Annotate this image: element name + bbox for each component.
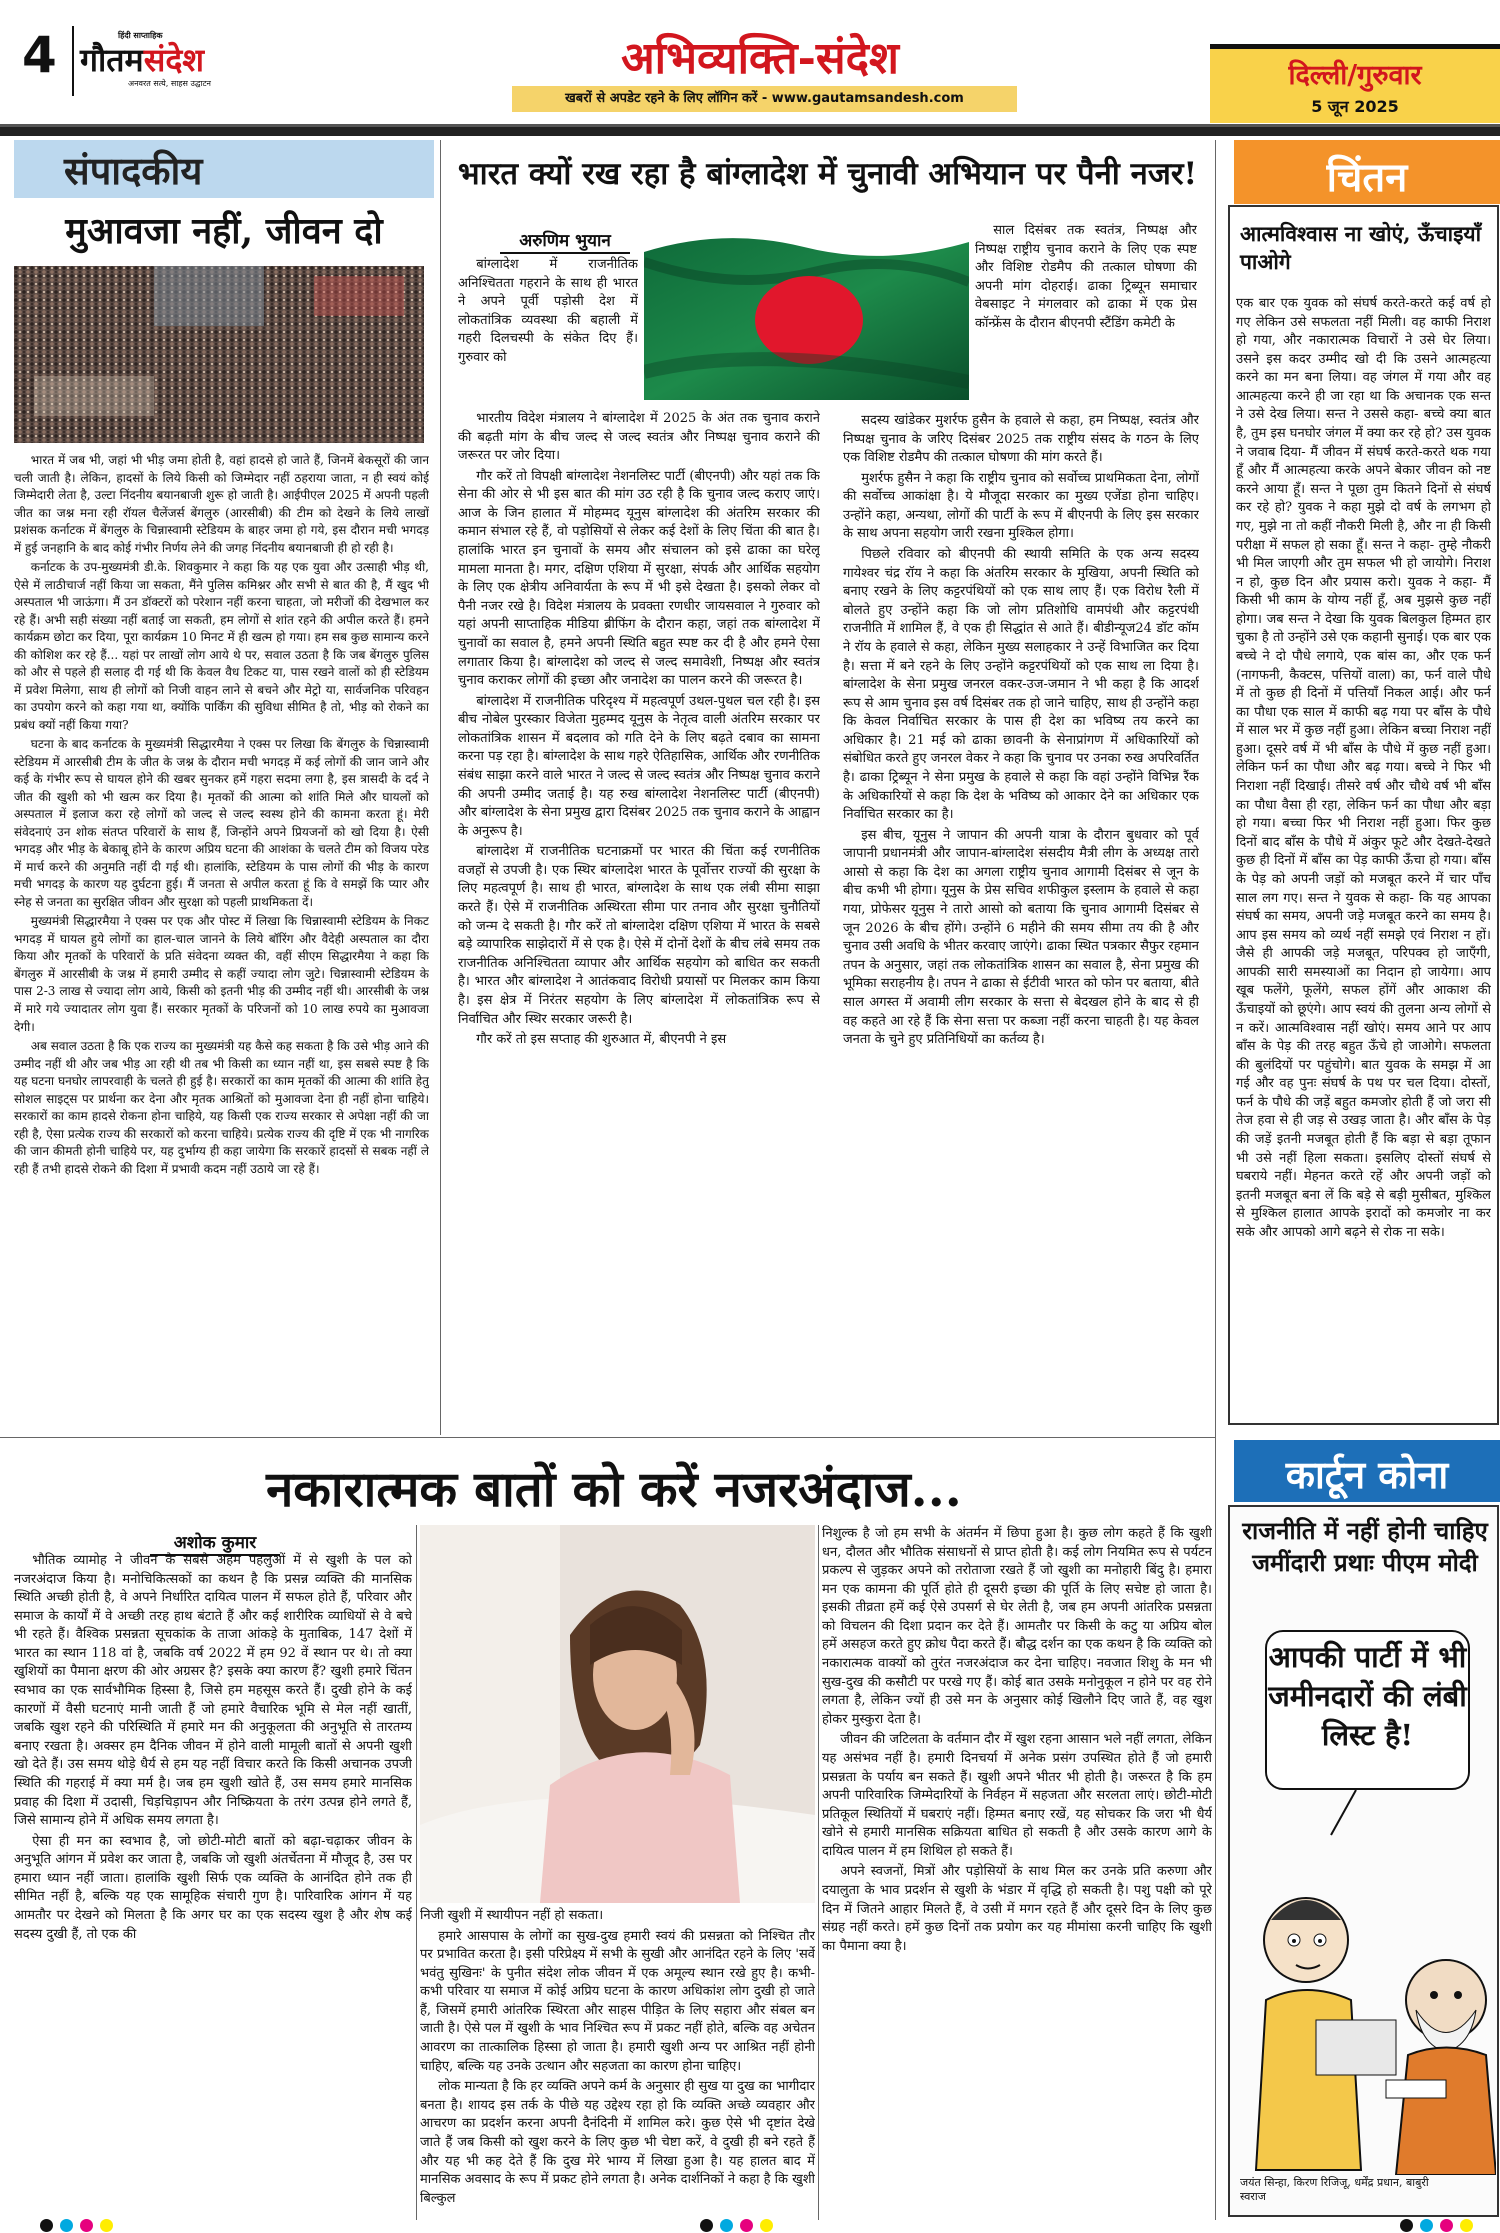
- masthead-divider: [72, 26, 74, 96]
- chintan-label: चिंतन: [1326, 154, 1408, 201]
- center-paragraph: सदस्य खांडेकर मुशर्रफ हुसैन के हवाले से कहा, हम निष्पक्ष, स्वतंत्र और निष्पक्ष चुनाव के जरिए दिसंबर 2025 तक राष्ट्रीय संसद के गठन के लिए एक विशिष्ट रोडमैप की तत्काल घोषणा की मांग करते हैं।: [843, 413, 1199, 466]
- bottom-paragraph: भौतिक व्यामोह ने जीवन के सबसे अहम पहलुओं में से खुशी के पल को नजरअंदाज किया है। मनोचिकित्सकों का कथन है कि प्रसन्न व्यक्ति की मानसिक स्थिति अच्छी होती है, वे अपने निर्धारित दायित्व पालन में सफल होते हैं, परिवार और समाज के कार्यों में वे अच्छी तरह हाथ बंटाते हैं और कई शारीरिक व्याधियों से वे बचे भी रहते हैं। वैश्विक प्रसन्नता सूचकांक के ताजा आंकड़े के मुताबिक, 147 देशों में भारत का स्थान 118 वां है, जबकि वर्ष 2022 में हम 92 वें स्थान पर थे। तो क्या खुशियों का पैमाना क्षरण की ओर अग्रसर है? इसके क्या कारण हैं? खुशी हमारे चिंतन स्वभाव का एक सार्वभौमिक हिस्सा है, जिसे हम महसूस करते हैं। दुखी होने के कई कारणों में वैसी घटनाएं मानी जाती हैं जो हमारे वैचारिक भूमि से मेल नहीं खातीं, जबकि खुश रहने की परिस्थिति में हमारे मन की अनुकूलता की अनुभूति से तारतम्य बनाए रखता है। अक्सर हम दैनिक जीवन में होने वाली मामूली बातों से अपनी खुशी खो देते हैं। उस समय थोड़े धैर्य से हम यह नहीं विचार करते कि किसी अचानक उपजी स्थिति की गहराई में क्या मर्म है। जब हम खुशी खोते हैं, उस समय हमारे मानसिक प्रवाह की दिशा में उदासी, चिड़चिड़ापन और निष्क्रियता के तरंग उत्पन्न होने लगते हैं, जिसे सामान्य होने में अधिक समय लगता है।: [14, 1553, 412, 1829]
- cartoon-label-box: [1234, 1440, 1500, 1502]
- registration-mark: [60, 2219, 73, 2232]
- chintan-paragraph: एक बार एक युवक को संघर्ष करते-करते कई वर्ष हो गए लेकिन उसे सफलता नहीं मिली। वह काफी निराश हो गया, और नकारात्मक विचारों ने उसे घेर लिया। उसने इस कदर उम्मीद खो दी कि उसने आत्महत्या करने का मन बना लिया। वह जंगल में गया और वह आत्महत्या करने ही जा रहा था कि अचानक एक सन्त ने उसे देख लिया। सन्त ने उससे कहा- बच्चे क्या बात है, तुम इस घनघोर जंगल में क्या कर रहे हो? उस युवक ने जवाब दिया- मैं जीवन में संघर्ष करते-करते थक गया हूँ और मैं आत्महत्या करके अपने बेकार जीवन को नष्ट करने आया हूँ। सन्त ने पूछा तुम कितने दिनों से संघर्ष कर रहे हो? युवक ने कहा मुझे दो वर्ष के लगभग हो गए, मुझे ना तो कहीं नौकरी मिली है, और ना ही किसी परीक्षा में सफल हो सका हूँ। सन्त ने कहा- तुम्हे नौकरी भी मिल जाएगी और तुम सफल भी हो जायोगे। निराश न हो, कुछ दिन और प्रयास करो। युवक ने कहा- मैं किसी भी काम के योग्य नहीं हूँ, अब मुझसे कुछ नहीं होगा। जब सन्त ने देखा कि युवक बिलकुल हिम्मत हार चुका है तो उन्होंने उसे एक कहानी सुनाई। एक बार एक बच्चे ने दो पौधे लगाये, एक बांस का, और एक फर्न (नागफनी, कैक्टस, पत्तियों वाला) का, फर्न वाले पौधे में तो कुछ ही दिनों में पत्तियाँ निकल आई। और फर्न का पौधा एक साल में काफी बढ़ गया पर बाँस के पौधे में साल भर में कुछ नहीं हुआ। लेकिन बच्चा निराश नहीं हुआ। दूसरे वर्ष में भी बाँस के पौधे में कुछ नहीं हुआ। लेकिन फर्न का पौधा और बढ़ गया। बच्चे ने फिर भी निराशा नहीं दिखाई। तीसरे वर्ष और चौथे वर्ष भी बाँस का पौधा वैसा ही रहा, लेकिन फर्न का पौधा और बड़ा हो गया। बच्चा फिर भी निराश नहीं हुआ। फिर कुछ दिनों बाद बाँस के पौधे में अंकुर फूटे और देखते-देखते कुछ ही दिनों में बाँस का पेड़ काफी ऊँचा हो गया। बाँस के पेड़ को अपनी जड़ों को मजबूत करने में चार पाँच साल लग गए। सन्त ने युवक से कहा- कि यह आपका संघर्ष का समय, अपनी जड़े मजबूत करने का समय है। आप इस समय को व्यर्थ नहीं समझे एवं निराश न हों। जैसे ही आपकी जड़े मजबूत, परिपक्व हो जाएँगी, आपकी सारी समस्याओं का निदान हो जायेगा। आप खूब फलेंगे, फूलेंगे, सफल होंगें और आकाश की ऊँचाइयों को छूएंगे। आप स्वयं की तुलना अन्य लोगों से न करें। आत्मविश्वास नहीं खोएं। समय आने पर आप बाँस के पेड़ की तरह बहुत ऊँचे हो जाओगे। सफलता की बुलंदियों पर पहुंचोगे। बात युवक के समझ में आ गई और वह पुनः संघर्ष के पथ पर चल दिया। दोस्तों, फर्न के पौधे की जड़ें बहुत कमजोर होती हैं जो जरा सी तेज हवा से ही जड़ से उखड़ जाता है। और बाँस के पेड़ की जड़ें इतनी मजबूत होती हैं कि बड़ा से बड़ा तूफान भी उसे नहीं हिला सकता। इसलिए दोस्तों संघर्ष से घबराये नहीं। मेहनत करते रहें और अपनी जड़ों को इतनी मजबूत बना लें कि बड़े से बड़ी मुसीबत, मुश्किल से मुश्किल हालात आपके इरादों को कमजोर ना कर सके और आपको आगे बढ़ने से रोक ना सके।: [1236, 296, 1491, 1240]
- editorial-paragraph: भारत में जब भी, जहां भी भीड़ जमा होती है, वहां हादसे हो जाते हैं, जिनमें बेकसूरों की जान चली जाती है। लेकिन, हादसों के लिये किसी को जिम्मेदार नहीं ठहराया जाता, न ही स्वयं कोई जिम्मेदारी लेता है, उल्टा निंदनीय बयानबाजी शुरू हो जाती है। आईपीएल 2025 में अपनी पहली जीत का जश्न मना रही रॉयल चैलेंजर्स बेंगलुरु (आरसीबी) की टीम को देखने के लिये लाखों प्रशंसक कर्नाटक में बेंगलुरु के चिन्नास्वामी स्टेडियम के बाहर जमा हो गये, इस दौरान मची भगदड़ में हुई जनहानि के बाद कोई गंभीर निर्णय लेने की जगह निंदनीय बयानबाजी ही हो रही है।: [14, 453, 429, 555]
- cartoon-label: कार्टून कोना: [1285, 1452, 1449, 1497]
- section-title: अभिव्यक्ति-संदेश: [621, 33, 899, 84]
- bottom-col3: [822, 1525, 1212, 2220]
- center-col2-lead: साल दिसंबर तक स्वतंत्र, निष्पक्ष और निष्पक्ष राष्ट्रीय चुनाव कराने के लिए एक स्पष्ट और विशिष्ट रोडमैप की तत्काल घोषणा की अपनी मांग दोहराई। ढाका ट्रिब्यून समाचार वेबसाइट ने मंगलवार को ढाका में एक प्रेस कॉन्फ्रेंस के दौरान बीएनपी स्टैंडिंग कमेटी के: [975, 223, 1197, 331]
- issue-date: 5 जून 2025: [1311, 97, 1399, 116]
- registration-mark: [80, 2219, 93, 2232]
- center-paragraph: इस बीच, यूनुस ने जापान की अपनी यात्रा के दौरान बुधवार को पूर्व जापानी प्रधानमंत्री और जापान-बांग्लादेश संसदीय मैत्री लीग के अध्यक्ष तारो आसो से कहा कि देश का अगला राष्ट्रीय चुनाव आगामी दिसंबर से जून के बीच कभी भी होगा। यूनुस के प्रेस सचिव शफीकुल इस्लाम के हवाले से कहा गया, प्रोफेसर यूनुस ने तारो आसो को बताया कि चुनाव आगामी दिसंबर से जून 2026 के बीच होंगे। उन्होंने 6 महीने की समय सीमा तय की है और चुनाव उसी अवधि के भीतर करवाए जाएंगे। ढाका स्थित पत्रकार सैफुर रहमान तपन के अनुसार, जहां तक लोकतांत्रिक शासन का सवाल है, सेना प्रमुख की भूमिका सराहनीय है। तपन ने ढाका से ईटीवी भारत को फोन पर बताया, बीते साल अगस्त में अवामी लीग सरकार के सत्ता से बेदखल होने के बाद से ही वह कहते आ रहे हैं कि सेना सत्ता पर कब्जा नहीं करना चाहती है। यह केवल जनता के चुने हुए प्रतिनिधियों का कर्तव्य है।: [843, 827, 1199, 1048]
- logo-part2: संदेश: [143, 41, 205, 79]
- editorial-paragraph: घटना के बाद कर्नाटक के मुख्यमंत्री सिद्धारमैया ने एक्स पर लिखा कि बेंगलुरु के चिन्नास्वामी स्टेडियम में आरसीबी टीम के जीत के जश्न के दौरान मची भगदड़ में कई लोगों की जान जाने और कई के गंभीर रूप से घायल होने की खबर सुनकर हमें गहरा सदमा लगा है, इस त्रासदी के दर्द ने जीत की खुशी को भी खत्म कर दिया है। मृतकों की आत्मा को शांति मिले और घायलों को अस्पताल में इलाज करा रहे लोगों को जल्द से जल्द स्वस्थ होने की कामना करता हूं। मेरी संवेदनाएं उन शोक संतप्त परिवारों के साथ हैं, जिन्होंने अपने प्रियजनों को खो दिया है। ऐसी भगदड़ और भीड़ के बेकाबू होने के कारण अप्रिय घटना की आशंका के चलते टीम को विजय परेड में मार्च करने की अनुमति नहीं दी गई थी। हालांकि, स्टेडियम के पास लोगों की भीड़ के कारण मची भगदड़ के कारण यह दुर्घटना हुई। मैं जनता से अपील करता हूं कि वे समझें कि प्यार और स्नेह से जनता का सुरक्षित जीवन और सुरक्षा को पहली प्राथमिकता दें।: [14, 737, 429, 909]
- bangladesh-flag-photo: [644, 222, 969, 400]
- bottom-paragraph: निशुल्क है जो हम सभी के अंतर्मन में छिपा हुआ है। कुछ लोग कहते हैं कि खुशी धन, दौलत और भौतिक संसाधनों से प्राप्त होती है। कई लोग नियमित रूप से पर्यटन प्रकल्प से जुड़कर अपने को तरोताजा रखते हैं जो खुशी का मनोहारी बिंदु है। हमारा मन एक कामना की पूर्ति होते ही दूसरी इच्छा की पूर्ति के लिए सचेष्ट हो जाता है। इसकी तीव्रता हमें कई ऐसे उपसर्ग से घेर लेती है, जब हम अपनी आंतरिक प्रसन्नता को विचलन की दिशा प्रदान कर देते हैं। आमतौर पर किसी के कटु या अप्रिय बोल हमें असहज करते हुए क्रोध पैदा करते हैं। बौद्ध दर्शन का एक कथन है कि व्यक्ति को नकारात्मक वाक्यों को तुरंत नजरअंदाज कर देना चाहिए। नवजात शिशु के मन भी सुख-दुख की कसौटी पर परखे गए हैं। कोई बात उसके मनोनुकूल न होने पर वह रोने लगता है, लेकिन ज्यों ही उसे मन के अनुसार कोई खिलौने दिए जाते हैं, वह खुश होकर मुस्कुरा देता है।: [822, 1526, 1212, 1727]
- logo-small-text: हिंदी साप्ताहिक: [118, 31, 163, 40]
- center-paragraph: गौर करें तो विपक्षी बांग्लादेश नेशनलिस्ट पार्टी (बीएनपी) और यहां तक कि सेना की ओर से भी इस बात की मांग उठ रही है कि चुनाव जल्द कराए जाएं। आज के जिन हालात में मोहम्मद यूनुस बांग्लादेश की अंतरिम सरकार की कमान संभाल रहे हैं, वो पड़ोसियों से लेकर कई देशों के लिए चिंता की बात है। हालांकि भारत इन चुनावों के समय और संचालन को इसे ढाका का घरेलू मामला मानता है। मगर, दक्षिण एशिया में सुरक्षा, संपर्क और आर्थिक सहयोग के लिए एक क्षेत्रीय अनिवार्यता के रूप में भी इसे देखता है। इसको लेकर वो पैनी नजर रखे है। विदेश मंत्रालय के प्रवक्ता रणधीर जायसवाल ने गुरुवार को यहां अपनी साप्ताहिक मीडिया ब्रीफिंग के दौरान कहा, जहां तक बांग्लादेश में चुनावों का सवाल है, हमने अपनी स्थिति बहुत स्पष्ट कर दी है और हमने ऐसा लगातार किया है। बांग्लादेश को जल्द से जल्द समावेशी, निष्पक्ष और स्वतंत्र चुनाव कराकर लोगों की इच्छा और जनादेश का पालन करने की जरूरत है।: [458, 468, 820, 689]
- bottom-paragraph: ऐसा ही मन का स्वभाव है, जो छोटी-मोटी बातों को बढ़ा-चढ़ाकर जीवन के अनुभूति आंगन में प्रवेश कर जाता है, जबकि जो खुशी अंतर्चेतना में मौजूद है, उस पर हमारा ध्यान नहीं जाता। हालांकि खुशी सिर्फ एक व्यक्ति के आनंदित होने तक ही सीमित नहीं है, बल्कि यह एक सामूहिक संचारी गुण है। पारिवारिक आंगन में यह आमतौर पर देखने को मिलता है कि अगर घर का एक सदस्य खुश है और शेष कई सदस्य दुखी हैं, तो एक की: [14, 1833, 412, 1942]
- registration-mark: [1460, 2219, 1473, 2232]
- editorial-paragraph: कर्नाटक के उप-मुख्यमंत्री डी.के. शिवकुमार ने कहा कि यह एक युवा और उत्साही भीड़ थी, ऐसे में लाठीचार्ज नहीं किया जा सकता, मैंने पुलिस कमिश्नर और सभी से बात की है, मैं खुद भी अस्पताल भी जाऊंगा। मैं उन डॉक्टरों को परेशान नहीं करना चाहता, जो मरीजों की देखभाल कर रहे हैं। अभी सही संख्या नहीं बताई जा सकती, हम लोगों से शांत रहने की अपील करते हैं। हमने कार्यक्रम छोटा कर दिया, पूरा कार्यक्रम 10 मिनट में ही खत्म हो गया। हम सब कुछ सामान्य करने की कोशिश कर रहे हैं... यहां पर लाखों लोग आये थे पर, सवाल उठता है कि जब बेंगलुरु पुलिस को और से पहले ही सलाह दी गई थी कि केवल वैध टिकट या, पास रखने वालों को ही स्टेडियम में प्रवेश मिलेगा, साथ ही लोगों को निजी वाहन लाने से बचने और मेट्रो या, सार्वजनिक परिवहन का उपयोग करने को कहा गया था, क्योंकि पार्किंग की सुविधा सीमित है तो, भीड़ को रोकने का प्रबंध क्यों नहीं किया गया?: [14, 560, 429, 732]
- registration-mark: [100, 2219, 113, 2232]
- center-col2: [843, 412, 1199, 1435]
- column-rule: [440, 140, 441, 1435]
- city-day: दिल्ली/गुरुवार: [1288, 60, 1422, 91]
- center-lead-paragraph: बांग्लादेश में राजनीतिक अनिश्चितता गहराने के साथ ही भारत ने अपने पूर्वी पड़ोसी देश में लोकतांत्रिक व्यवस्था की बहाली में गहरी दिलचस्पी के संकेत दिए हैं। गुरुवार को: [458, 257, 638, 365]
- center-paragraph: बांग्लादेश में राजनीतिक परिदृश्य में महत्वपूर्ण उथल-पुथल चल रही है। इस बीच नोबेल पुरस्कार विजेता मुहम्मद यूनुस के नेतृत्व वाली अंतरिम सरकार पर लोकतांत्रिक शासन में बदलाव को गति देने के लिए बढ़ते दबाव का सामना करना पड़ रहा है। बांग्लादेश के साथ गहरे ऐतिहासिक, आर्थिक और रणनीतिक संबंध साझा करने वाले भारत ने जल्द से जल्द स्वतंत्र और निष्पक्ष चुनाव कराने की अपनी उम्मीद जताई है। यह रुख बांग्लादेश नेशनलिस्ट पार्टी (बीएनपी) और बांग्लादेश के सेना प्रमुख द्वारा दिसंबर 2025 तक चुनाव कराने के आह्वान के अनुरूप है।: [458, 693, 820, 839]
- woman-photo: [420, 1525, 815, 1903]
- cartoon-drawing: [1236, 1790, 1496, 2175]
- website-strip[interactable]: खबरों से अपडेट रहने के लिए लॉगिन करें - www.gautamsandesh.com: [512, 86, 1017, 112]
- section-rule: [0, 1437, 1215, 1438]
- bottom-col1: [14, 1552, 412, 2220]
- logo-wordmark: [80, 38, 204, 81]
- center-paragraph: भारतीय विदेश मंत्रालय ने बांग्लादेश में 2025 के अंत तक चुनाव कराने की बढ़ती मांग के बीच जल्द से जल्द स्वतंत्र और निष्पक्ष चुनाव कराने की जरूरत पर जोर दिया।: [458, 411, 820, 464]
- chintan-body: [1236, 295, 1491, 1413]
- editorial-label-box: [14, 140, 434, 198]
- bottom-paragraph: अपने स्वजनों, मित्रों और पड़ोसियों के साथ मिल कर उनके प्रति करुणा और दयालुता के भाव प्रदर्शन से खुशी के भंडार में वृद्धि हो सकती है। पशु पक्षी को पूरे दिन में जितने आहार मिलते हैं, वे उसी में मगन रहते हैं और दूसरे दिन के लिए कुछ संग्रह नहीं करते। हमें कुछ दिनों तक प्रयोग कर यह मीमांसा करनी चाहिए कि खुशी का पैमाना क्या है।: [822, 1864, 1212, 1954]
- editorial-body: [14, 452, 429, 1434]
- registration-mark: [700, 2219, 713, 2232]
- editorial-headline: मुआवजा नहीं, जीवन दो: [65, 210, 383, 252]
- page-number: 4: [22, 26, 57, 84]
- cartoon-credit: जयंत सिन्हा, किरण रिजिजू, धर्मेंद्र प्रधान, बाबुरी स्वराज: [1240, 2176, 1429, 2204]
- column-rule: [818, 1525, 819, 2220]
- bottom-paragraph: जीवन की जटिलता के वर्तमान दौर में खुश रहना आसान भले नहीं लगता, लेकिन यह असंभव नहीं है। हमारी दिनचर्या में अनेक प्रसंग उपस्थित होते हैं जो हमारी प्रसन्नता के पर्याय बन सकते हैं। खुशी अपने भीतर भी होती है। जरूरत है कि हम अपनी पारिवारिक जिम्मेदारियों के निर्वहन में सहजता और सरलता लाएं। छोटी-मोटी प्रतिकूल स्थितियों में घबराएं नहीं। हिम्मत बनाए रखें, यह सोचकर कि जरा भी धैर्य खोने से हमारी मानसिक सक्रियता बाधित हो सकती है और उसके कारण आगे के दायित्व पालन में हम शिथिल हो सकते हैं।: [822, 1732, 1212, 1859]
- registration-mark: [1440, 2219, 1453, 2232]
- center-paragraph: मुशर्रफ हुसैन ने कहा कि राष्ट्रीय चुनाव को सर्वोच्च प्राथमिकता देना, लोगों की सर्वोच्च आकांक्षा है। ये मौजूदा सरकार का मुख्य एजेंडा होना चाहिए। उन्होंने कहा, अन्यथा, लोगों की पार्टी के रूप में बीएनपी के लिए इस सरकार के साथ अपना सहयोग जारी रखना मुश्किल होगा।: [843, 470, 1199, 542]
- cartoon-speech-bubble: आपकी पार्टी में भी जमीनदारों की लंबी लिस्ट है!: [1265, 1630, 1470, 1790]
- center-author: अरुणिम भुयान: [500, 228, 630, 254]
- cartoon-caption: राजनीति में नहीं होनी चाहिए जमींदारी प्रथाः पीएम मोदी: [1242, 1516, 1488, 1578]
- center-col2-top: [975, 222, 1197, 412]
- center-col1: [458, 410, 820, 1435]
- registration-mark: [1400, 2219, 1413, 2232]
- newspaper-logo[interactable]: [80, 30, 245, 90]
- editorial-label: संपादकीय: [64, 148, 203, 193]
- center-paragraph: गौर करें तो इस सप्ताह की शुरुआत में, बीएनपी ने इस: [476, 1032, 727, 1048]
- editorial-paragraph: मुख्यमंत्री सिद्धारमैया ने एक्स पर एक और पोस्ट में लिखा कि चिन्नास्वामी स्टेडियम के निकट भगदड़ में घायल हुये लोगों का हाल-चाल जानने के लिये बॉरिंग और वैदेही अस्पताल का दौरा किया और मृतकों के परिवारों के प्रति संवेदना व्यक्त की, वहीं सीएम सिद्धारमैया ने कहा कि बेंगलुरु में आरसीबी के जश्न में हमारी उम्मीद से कहीं ज्यादा लोग जुटे। चिन्नास्वामी स्टेडियम के पास 2-3 लाख से ज्यादा लोग आये, किसी को इतनी भीड़ की उम्मीद नहीं थी। आरसीबी के जश्न में मारे गये ज्यादातर लोग युवा हैं। सरकार मृतकों के परिजनों को 10 लाख रुपये का मुआवजा देगी।: [14, 914, 429, 1034]
- bottom-paragraph: हमारे आसपास के लोगों का सुख-दुख हमारी स्वयं की प्रसन्नता को निश्चित तौर पर प्रभावित करता है। इसी परिप्रेक्ष्य में सभी के सुखी और आनंदित रहने के लिए 'सर्वे भवंतु सुखिनः' के पुनीत संदेश लोक जीवन में एक अमूल्य स्थान रखे हुए है। कभी-कभी परिवार या समाज में कोई अप्रिय घटना के कारण अधिकांश लोग दुखी हो जाते हैं, जिसमें हमारी आंतरिक स्थिरता और साहस पीड़ित के लिए सहारा और संबल बन जाती है। ऐसे पल में खुशी के भाव निश्चित रूप में प्रकट नहीं होते, बल्कि वह अचेतन आवरण का तात्कालिक हिस्सा हो जाता है। हमारी खुशी अन्य पर आश्रित नहीं होनी चाहिए, बल्कि यह उनके उत्थान और सहजता का कारण होना चाहिए।: [420, 1928, 815, 2074]
- bottom-headline: नकारात्मक बातों को करें नजरअंदाज...: [266, 1460, 962, 1518]
- center-headline: भारत क्यों रख रहा है बांग्लादेश में चुनावी अभियान पर पैनी नजर!: [457, 156, 1198, 192]
- registration-mark: [720, 2219, 733, 2232]
- chintan-label-box: [1234, 140, 1500, 204]
- center-col1-top: [458, 256, 638, 406]
- bottom-author: अशोक कुमार: [150, 1530, 280, 1556]
- column-rule: [416, 1525, 417, 2220]
- editorial-paragraph: अब सवाल उठता है कि एक राज्य का मुख्यमंत्री यह कैसे कह सकता है कि उसे भीड़ आने की उम्मीद नहीं थी और जब भीड़ आ रही थी तब भी किसी का ध्यान नहीं था, इस सबसे स्पष्ट है कि यह घटना घनघोर लापरवाही के चलते ही हुई है। सरकारों का काम मृतकों की आत्मा की शांति हेतु सोशल साइट्स पर प्रार्थना कर देना और मृतक आश्रितों को मुआवजा देना ही नहीं होना चाहिये। सरकारों का काम हादसे रोकना होना चाहिये, यह किसी एक राज्य सरकार से अपेक्षा नहीं की जा रही है, ऐसा प्रत्येक राज्य की सरकारों को करना चाहिये। प्रत्येक राज्य की दृष्टि में एक भी नागरिक की जान कीमती होनी चाहिये पर, यह दुर्भाग्य ही कहा जायेगा कि सरकारें हादसों से सबक नहीं ले रही हैं तभी हादसे रोकने की दिशा में प्रभावी कदम नहीं उठाये जा रहे हैं।: [14, 1039, 429, 1176]
- bottom-paragraph: लोक मान्यता है कि हर व्यक्ति अपने कर्म के अनुसार ही सुख या दुख का भागीदार बनता है। शायद इस तर्क के पीछे यह उद्देश्य रहा हो कि व्यक्ति अच्छे व्यवहार और आचरण का प्रदर्शन करना अपनी दैनंदिनी में शामिल करे। कुछ ऐसे भी दृष्टांत देखे जाते हैं जब किसी को खुश करने के लिए कुछ भी चेष्टा करें, वे दुखी ही बने रहते हैं और यह भी कह देते हैं कि दुख मेरे भाग्य में लिखा हुआ है। यह हालत बाद में मानसिक अवसाद के रूप में प्रकट होने लगता है। अनेक दार्शनिकों ने कहा है कि खुशी बिल्कुल: [420, 2079, 815, 2206]
- masthead-rule: [0, 124, 1500, 136]
- logo-tagline: अनवरत सत्ये, साहस उद्घाटन: [128, 79, 211, 88]
- registration-mark: [1420, 2219, 1433, 2232]
- registration-mark: [740, 2219, 753, 2232]
- chintan-headline: आत्मविश्वास ना खोएं, ऊँचाइयाँ पाओगे: [1240, 221, 1482, 275]
- bottom-col2: [420, 1907, 815, 2220]
- crowd-photo: [14, 266, 424, 443]
- bottom-paragraph: निजी खुशी में स्थायीपन नहीं हो सकता।: [420, 1908, 604, 1923]
- center-paragraph: पिछले रविवार को बीएनपी की स्थायी समिति के एक अन्य सदस्य गायेश्वर चंद्र रॉय ने कहा कि अंतरिम सरकार के मुखिया, अपनी स्थिति को बनाए रखने के लिए कट्टरपंथियों को एक साथ लाए हैं। एक विरोध रैली में बोलते हुए उन्होंने कहा कि जो लोग प्रतिशोधि वामपंथी और कट्टरपंथी राजनीति में शामिल हैं, वे एक ही सिद्धांत से आते हैं। बीडीन्यूज24 डॉट कॉम ने रॉय के हवाले से कहा, लेकिन मुख्य सलाहकार ने उन्हें विभाजित कर दिया है। सत्ता में बने रहने के लिए उन्होंने कट्टरपंथियों को एक साथ ला दिया है। बांग्लादेश के सेना प्रमुख जनरल वकर-उज-जमान ने भी कहा है कि आदर्श रूप से आम चुनाव इस वर्ष दिसंबर तक हो जाने चाहिए, साथ ही उन्होंने कहा कि केवल निर्वाचित सरकार के पास ही देश का भविष्य तय करने का अधिकार है। 21 मई को ढाका छावनी के सेनाप्रांगण में अधिकारियों को संबोधित करते हुए जनरल वेकर ने कहा कि चुनाव पर उनका रुख अपरिवर्तित है। ढाका ट्रिब्यून ने सेना प्रमुख के हवाले से कहा कि वहां उन्होंने विभिन्न रैंक के अधिकारियों से कहा कि देश के भविष्य को आकार देने का अधिकार एक निर्वाचित सरकार का है।: [843, 547, 1199, 823]
- column-rule: [1215, 140, 1216, 2220]
- date-box: [1210, 44, 1500, 123]
- center-paragraph: बांग्लादेश में राजनीतिक घटनाक्रमों पर भारत की चिंता कई रणनीतिक वजहों से उपजी है। एक स्थिर बांग्लादेश भारत के पूर्वोत्तर राज्यों की सुरक्षा के लिए महत्वपूर्ण है। साथ ही भारत, बांग्लादेश के साथ एक लंबी सीमा साझा करते हैं। ऐसे में राजनीतिक अस्थिरता सीमा पार तनाव और सुरक्षा चुनौतियों को जन्म दे सकती है। गौर करें तो बांग्लादेश दक्षिण एशिया में भारत के सबसे बड़े व्यापारिक साझेदारों में से एक है। ऐसे में दोनों देशों के बीच लंबे समय तक राजनीतिक अनिश्चितता व्यापार और आर्थिक सहयोग को बाधित कर सकती है। भारत और बांग्लादेश ने आतंकवाद विरोधी प्रयासों पर मिलकर काम किया है। इस क्षेत्र में निरंतर सहयोग के लिए बांग्लादेश में लोकतांत्रिक रूप से निर्वाचित और स्थिर सरकार जरूरी है।: [458, 844, 820, 1027]
- registration-mark: [760, 2219, 773, 2232]
- registration-mark: [40, 2219, 53, 2232]
- logo-part1: गौतम: [80, 41, 144, 79]
